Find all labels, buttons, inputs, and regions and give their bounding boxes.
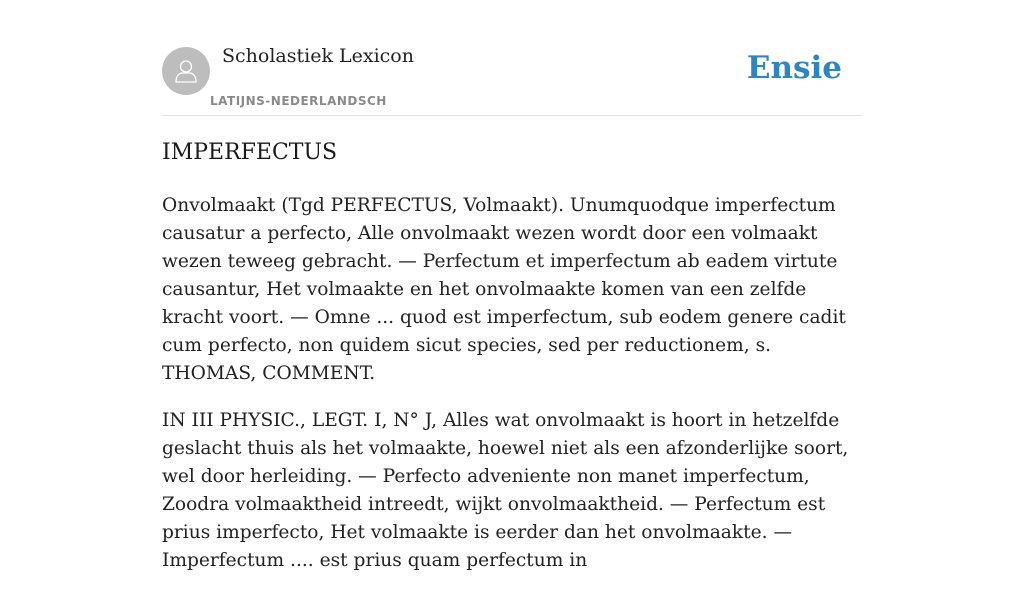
entry-title: IMPERFECTUS [162, 140, 338, 165]
avatar[interactable] [162, 47, 210, 95]
entry-body [162, 192, 862, 594]
book-subtitle: LATIJNS-NEDERLANDSCH [210, 94, 387, 108]
entry-paragraph: Onvolmaakt (Tgd PERFECTUS, Volmaakt). Unumquodque imperfectum causatur a perfecto, Alle onvolmaakt wezen wordt door een volmaakt wezen teweeg gebracht. — Perfectum et imperfectum ab eadem virtute causantur, Het volmaakte en het onvolmaakte komen van een zelfde kracht voort. — Omne ... quod est imperfectum, sub eodem genere cadit cum perfecto, non quidem sicut species, sed per reductionem, s. THOMAS, COMMENT. [162, 195, 846, 384]
user-icon [171, 56, 201, 86]
brand-logo[interactable]: Ensie [746, 50, 842, 86]
entry-paragraph: IN III PHYSIC., LEGT. I, N° J, Alles wat onvolmaakt is hoort in hetzelfde geslacht thuis als het volmaakte, hoewel niet als een afzonderlijke soort, wel door herleiding. — Perfecto adveniente non manet imperfectum, Zoodra volmaaktheid intreedt, wijkt onvolmaaktheid. — Perfectum est prius imperfecto, Het volmaakte is eerder dan het onvolmaakte. — Imperfectum .... est prius quam perfectum in [162, 410, 849, 571]
content-container [162, 0, 862, 571]
book-title[interactable]: Scholastiek Lexicon [222, 45, 414, 67]
header [162, 0, 862, 116]
